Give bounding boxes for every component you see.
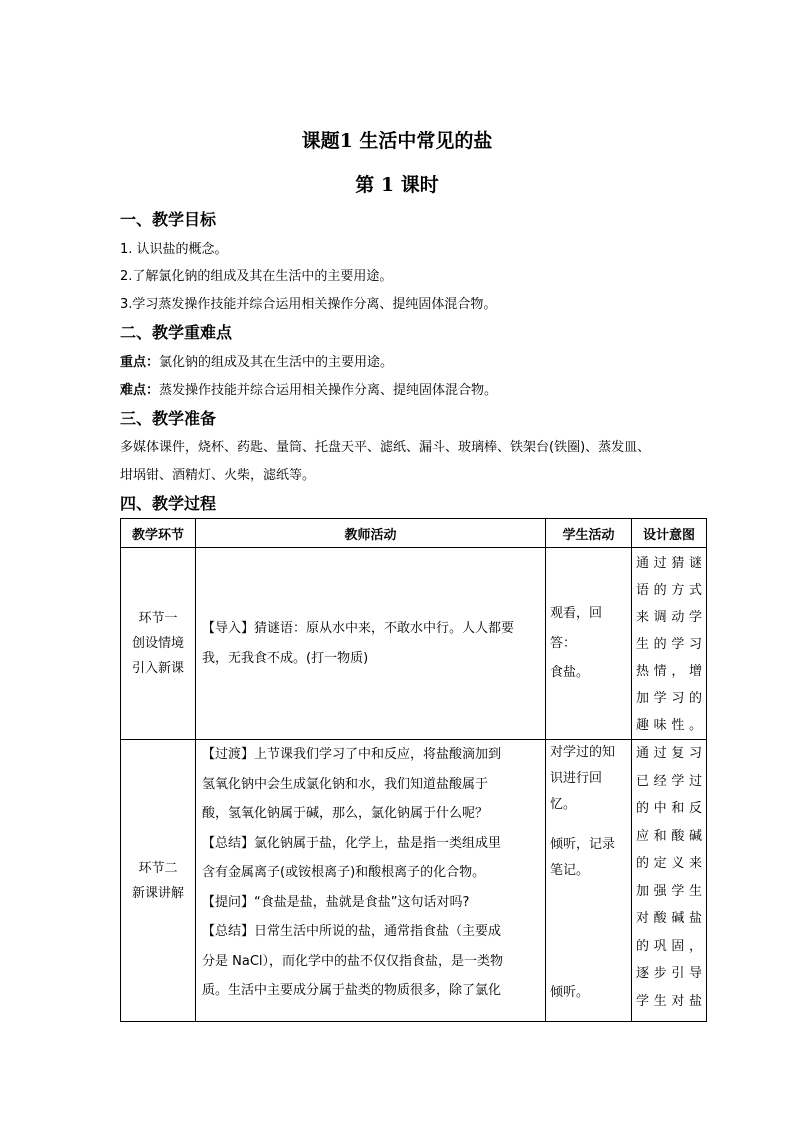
stage-cell xyxy=(121,740,196,1022)
intent-line: 语的方式 xyxy=(636,583,702,598)
intent-line: 来调动学 xyxy=(636,610,702,625)
teacher-line: 【导入】猜谜语：原从水中来，不敢水中行。人人都要 xyxy=(202,621,515,636)
student-line: 倾听，记录 xyxy=(550,837,616,852)
table-header-row xyxy=(121,519,707,548)
header-intent: 设计意图 xyxy=(632,519,707,548)
teacher-line: 质。生活中主要成分属于盐类的物质很多，除了氯化 xyxy=(202,983,502,998)
intent-line: 生的学习 xyxy=(636,637,702,652)
teacher-line: 【提问】“食盐是盐，盐就是食盐”这句话对吗? xyxy=(202,894,470,910)
teacher-line: 【过渡】上节课我们学习了中和反应，将盐酸滴加到 xyxy=(202,747,502,762)
focus-text: 氯化钠的组成及其在生活中的主要用途。 xyxy=(159,355,394,370)
difficulty-text: 蒸发操作技能并综合运用相关操作分离、提纯固体混合物。 xyxy=(159,383,498,398)
intent-line: 对酸碱盐 xyxy=(636,911,702,926)
student-activity-cell xyxy=(546,740,632,1022)
teacher-line: 酸，氢氧化钠属于碱，那么，氯化钠属于什么呢？ xyxy=(202,806,489,821)
process-table xyxy=(120,518,707,1022)
intent-line: 热情，增 xyxy=(636,664,702,679)
intent-line: 已经学过 xyxy=(636,773,702,789)
table-row xyxy=(121,548,707,740)
teacher-line: 含有金属离子(或铵根离子)和酸根离子的化合物。 xyxy=(202,865,486,880)
stage-text: 引入新课 xyxy=(131,661,184,676)
intent-line: 通过复习 xyxy=(636,746,702,761)
stage-cell xyxy=(121,548,196,740)
stage-text: 环节二 xyxy=(138,860,178,876)
student-line: 观看，回答： xyxy=(550,606,603,651)
stage-text: 环节一 xyxy=(138,611,178,626)
focus-label: 重点： xyxy=(120,355,160,370)
spacer xyxy=(550,818,627,832)
intent-line: 学生对盐 xyxy=(636,993,702,1009)
student-line: 食盐。 xyxy=(550,665,590,681)
header-student: 学生活动 xyxy=(546,519,632,548)
teacher-activity-cell xyxy=(196,548,546,740)
table-row xyxy=(121,740,707,1022)
student-activity-cell xyxy=(546,548,632,740)
lesson-title: 课题1 生活中常见的盐 xyxy=(301,130,493,152)
teacher-line: 【总结】氯化钠属于盐，化学上，盐是指一类组成里 xyxy=(202,835,502,851)
spacer xyxy=(550,884,627,980)
goals-heading: 一、教学目标 xyxy=(120,210,217,229)
teacher-activity-cell xyxy=(196,740,546,1022)
teacher-line: 【总结】日常生活中所说的盐，通常指食盐（主要成 xyxy=(202,924,502,939)
student-line: 倾听。 xyxy=(550,985,590,1000)
header-stage: 教学环节 xyxy=(121,519,196,548)
header-teacher: 教师活动 xyxy=(196,519,546,548)
key-points-heading: 二、教学重难点 xyxy=(120,323,233,342)
process-heading: 四、教学过程 xyxy=(120,494,217,513)
intent-line: 趣味性。 xyxy=(636,718,702,733)
stage-text: 创设情境 xyxy=(131,636,184,651)
intent-line: 加强学生 xyxy=(636,883,702,899)
teacher-line: 我，无我食不成。(打一物质) xyxy=(202,650,369,666)
lesson-subtitle: 第 1 课时 xyxy=(355,174,439,196)
teacher-line: 氢氧化钠中会生成氯化钠和水，我们知道盐酸属于 xyxy=(202,776,489,792)
student-line: 对学过的知 xyxy=(550,745,616,760)
intent-line: 的定义来 xyxy=(636,856,702,871)
student-line: 识进行回忆。 xyxy=(550,771,603,812)
intent-line: 的中和反 xyxy=(636,801,702,816)
teacher-line: 分是 NaCl），而化学中的盐不仅仅指食盐，是一类物 xyxy=(202,953,504,969)
stage-text: 新课讲解 xyxy=(131,885,184,901)
student-line: 笔记。 xyxy=(550,863,590,878)
intent-line: 应和酸碱 xyxy=(636,828,702,844)
focus-line xyxy=(120,351,393,370)
prep-line: 坩埚钳、酒精灯、火柴，滤纸等。 xyxy=(120,468,316,483)
goal-item: 2.了解氯化钠的组成及其在生活中的主要用途。 xyxy=(120,269,393,284)
intent-line: 加学习的 xyxy=(636,691,702,706)
intent-line: 逐步引导 xyxy=(636,966,702,981)
intent-line: 的巩固， xyxy=(636,938,702,954)
prep-line: 多媒体课件，烧杯、药匙、量筒、托盘天平、滤纸、漏斗、玻璃棒、铁架台(铁圈)、蒸发皿、 xyxy=(120,440,651,455)
intent-line: 通过猜谜 xyxy=(636,556,702,571)
intent-cell xyxy=(632,740,707,1022)
prep-heading: 三、教学准备 xyxy=(120,409,217,428)
goal-item: 1. 认识盐的概念。 xyxy=(120,242,228,257)
goal-item: 3.学习蒸发操作技能并综合运用相关操作分离、提纯固体混合物。 xyxy=(120,297,497,312)
intent-cell xyxy=(632,548,707,740)
difficulty-line xyxy=(120,379,497,398)
difficulty-label: 难点： xyxy=(120,383,160,398)
